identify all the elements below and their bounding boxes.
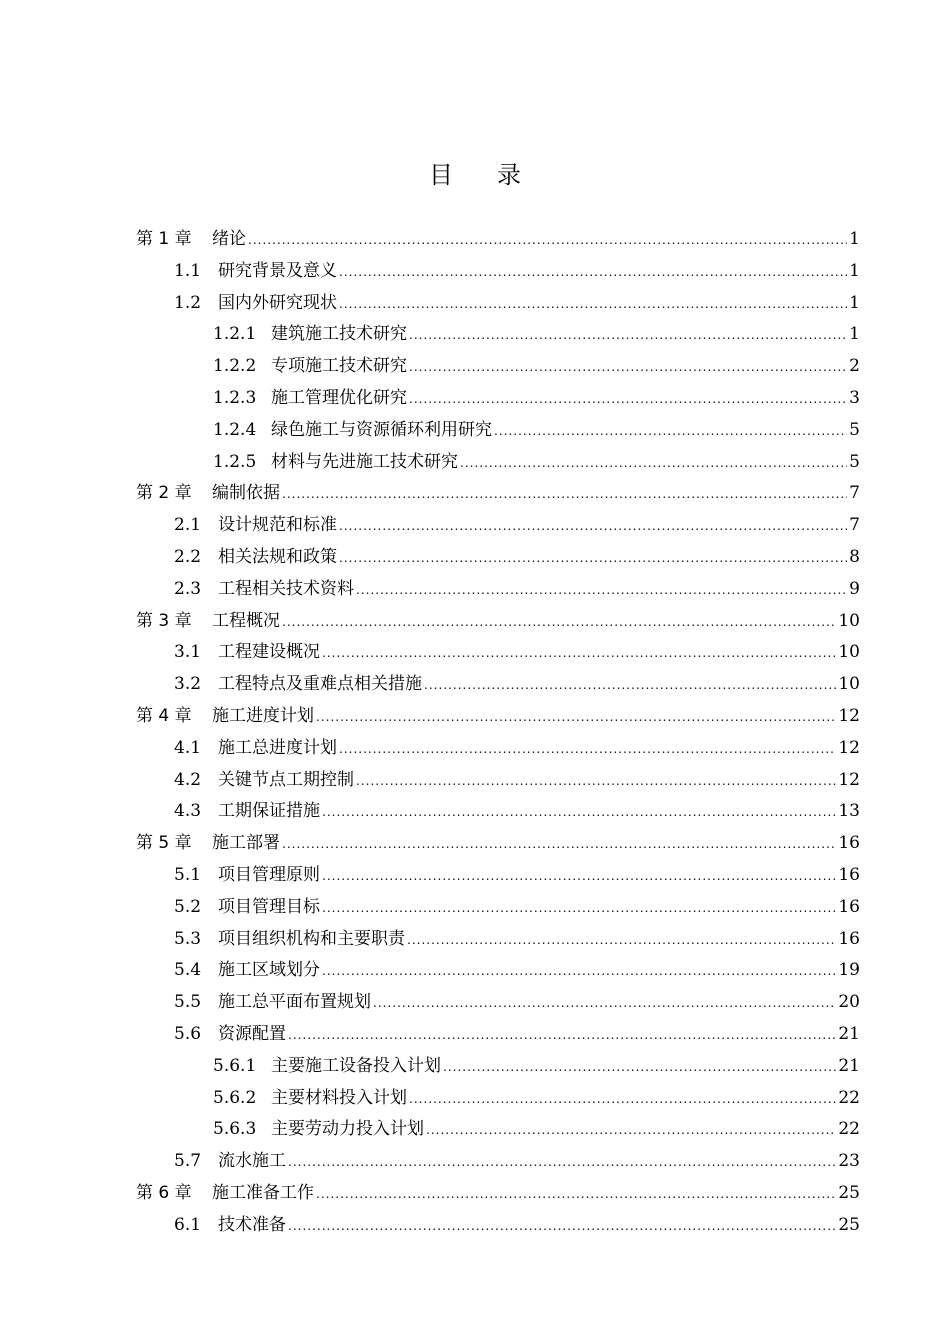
toc-page-number: 12 [838,769,860,790]
toc-entry-number: 第 5 章 [136,833,192,854]
toc-section-entry[interactable] [136,510,860,542]
toc-subsection-entry[interactable] [136,1114,860,1146]
toc-dot-leader [373,988,836,1020]
toc-entry-label: 绪论 [212,229,246,249]
toc-entry-label: 施工管理优化研究 [271,387,407,408]
toc-entry-label: 关键节点工期控制 [218,769,354,790]
toc-entry-label: 研究背景及意义 [218,260,337,281]
toc-dot-leader [282,607,836,639]
toc-page-number: 9 [849,578,860,599]
toc-subsection-entry[interactable] [136,1083,860,1115]
toc-dot-leader [339,511,847,543]
toc-entry-number: 5.6 [174,1023,202,1044]
toc-page-number: 8 [849,546,860,567]
toc-section-entry[interactable] [136,542,860,574]
toc-entry-label: 绿色施工与资源循环利用研究 [271,419,492,440]
toc-dot-leader [322,797,836,829]
toc-page-number: 16 [838,896,860,917]
toc-entry-label: 相关法规和政策 [218,546,337,567]
toc-entry-label: 技术准备 [218,1214,286,1235]
toc-dot-leader [322,861,836,893]
toc-entry-label: 项目管理目标 [218,896,320,917]
toc-entry-label: 专项施工技术研究 [271,356,407,377]
toc-entry-number: 4.1 [174,737,202,758]
toc-dot-leader [288,1020,836,1052]
table-of-contents [136,224,860,1242]
toc-page-number: 21 [838,1055,860,1076]
toc-page-number: 22 [838,1119,860,1140]
toc-entry-label: 工程建设概况 [218,642,320,663]
toc-page-number: 10 [838,610,860,631]
toc-dot-leader [316,702,836,734]
toc-page-number: 10 [838,642,860,663]
toc-page-number: 7 [849,483,860,504]
toc-entry-label: 建筑施工技术研究 [271,324,407,345]
toc-page-number: 5 [849,419,860,440]
toc-page-number: 1 [849,292,860,313]
toc-entry-label: 工期保证措施 [218,801,320,822]
toc-section-entry[interactable] [136,1146,860,1178]
toc-dot-leader [339,734,836,766]
toc-page-number: 5 [849,451,860,472]
toc-dot-leader [424,670,836,702]
toc-dot-leader [356,766,836,798]
toc-entry-label: 资源配置 [218,1023,286,1044]
toc-page-number: 3 [849,387,860,408]
toc-entry-number: 第 2 章 [136,483,192,504]
toc-page-number: 16 [838,864,860,885]
toc-page-number: 2 [849,356,860,377]
toc-dot-leader [339,257,847,289]
toc-entry-number: 1.2.5 [213,451,257,472]
toc-entry-label: 材料与先进施工技术研究 [271,451,458,472]
toc-entry-number: 2.1 [174,515,202,536]
toc-dot-leader [426,1115,836,1147]
toc-entry-label: 项目组织机构和主要职责 [218,928,405,949]
toc-dot-leader [409,1084,836,1116]
toc-entry-label: 施工区域划分 [218,960,320,981]
toc-entry-number: 4.2 [174,769,202,790]
toc-page-number: 21 [838,1023,860,1044]
toc-entry-label: 工程概况 [212,610,280,631]
page-title [0,155,950,190]
toc-page-number: 1 [849,229,860,249]
toc-section-entry[interactable] [136,860,860,892]
toc-section-entry[interactable] [136,796,860,828]
toc-entry-label: 施工部署 [212,833,280,854]
toc-entry-label: 项目管理原则 [218,864,320,885]
toc-dot-leader [407,925,836,957]
toc-dot-leader [288,1211,836,1243]
title-char: 录 [497,161,521,189]
toc-subsection-entry[interactable] [136,319,860,351]
toc-chapter-entry[interactable] [136,1178,860,1210]
toc-page-number: 19 [838,960,860,981]
toc-entry-number: 5.6.3 [213,1119,257,1140]
toc-page-number: 12 [838,705,860,726]
toc-section-entry[interactable] [136,733,860,765]
toc-page-number: 25 [838,1182,860,1203]
toc-entry-label: 工程相关技术资料 [218,578,354,599]
toc-dot-leader [339,289,847,321]
toc-entry-number: 5.1 [174,864,202,885]
toc-section-entry[interactable] [136,924,860,956]
toc-entry-number: 1.2.4 [213,419,257,440]
toc-subsection-entry[interactable] [136,1051,860,1083]
toc-dot-leader [409,384,847,416]
toc-subsection-entry[interactable] [136,415,860,447]
toc-chapter-entry[interactable] [136,606,860,638]
toc-dot-leader [322,956,836,988]
toc-dot-leader [460,448,847,480]
toc-entry-number: 第 1 章 [136,229,192,249]
toc-section-entry[interactable] [136,987,860,1019]
toc-page-number: 1 [849,324,860,345]
toc-page-number: 25 [838,1214,860,1235]
toc-page-number: 12 [838,737,860,758]
toc-entry-number: 1.2.2 [213,356,257,377]
toc-entry-number: 6.1 [174,1214,202,1235]
toc-page-number: 23 [838,1151,860,1172]
toc-page-number: 1 [849,260,860,281]
toc-entry-label: 设计规范和标准 [218,515,337,536]
toc-entry-label: 施工总平面布置规划 [218,992,371,1013]
toc-entry-label: 施工准备工作 [212,1182,314,1203]
toc-dot-leader [443,1052,836,1084]
toc-chapter-entry[interactable] [136,478,860,510]
toc-dot-leader [288,1147,836,1179]
toc-page-number: 20 [838,992,860,1013]
toc-section-entry[interactable] [136,765,860,797]
toc-entry-number: 4.3 [174,801,202,822]
toc-dot-leader [494,416,847,448]
toc-entry-number: 第 6 章 [136,1182,192,1203]
toc-entry-label: 主要施工设备投入计划 [271,1055,441,1076]
toc-dot-leader [322,893,836,925]
toc-chapter-entry[interactable] [136,224,860,256]
toc-section-entry[interactable] [136,892,860,924]
toc-page-number: 16 [838,928,860,949]
toc-section-entry[interactable] [136,288,860,320]
toc-section-entry[interactable] [136,637,860,669]
toc-entry-number: 5.2 [174,896,202,917]
toc-dot-leader [339,543,847,575]
toc-entry-label: 施工总进度计划 [218,737,337,758]
toc-entry-label: 施工进度计划 [212,705,314,726]
toc-entry-number: 3.1 [174,642,202,663]
toc-subsection-entry[interactable] [136,447,860,479]
toc-entry-label: 主要劳动力投入计划 [271,1119,424,1140]
toc-entry-label: 国内外研究现状 [218,292,337,313]
toc-entry-label: 编制依据 [212,483,280,504]
toc-section-entry[interactable] [136,955,860,987]
toc-entry-number: 5.3 [174,928,202,949]
toc-entry-label: 工程特点及重难点相关措施 [218,674,422,695]
toc-chapter-entry[interactable] [136,701,860,733]
toc-dot-leader [409,320,847,352]
toc-section-entry[interactable] [136,574,860,606]
toc-page-number: 13 [838,801,860,822]
toc-section-entry[interactable] [136,669,860,701]
toc-entry-number: 2.3 [174,578,202,599]
toc-subsection-entry[interactable] [136,383,860,415]
toc-page-number: 22 [838,1087,860,1108]
toc-entry-number: 1.2.3 [213,387,257,408]
toc-dot-leader [356,575,847,607]
toc-entry-number: 5.6.1 [213,1055,257,1076]
toc-dot-leader [248,225,847,257]
toc-chapter-entry[interactable] [136,828,860,860]
toc-entry-number: 2.2 [174,546,202,567]
toc-section-entry[interactable] [136,256,860,288]
toc-subsection-entry[interactable] [136,351,860,383]
toc-entry-number: 1.2.1 [213,324,257,345]
title-char: 目 [429,161,453,189]
toc-entry-number: 5.7 [174,1151,202,1172]
toc-entry-label: 主要材料投入计划 [271,1087,407,1108]
toc-dot-leader [282,479,847,511]
toc-entry-label: 流水施工 [218,1151,286,1172]
toc-dot-leader [282,829,836,861]
toc-page-number: 7 [849,515,860,536]
toc-entry-number: 1.2 [174,292,202,313]
toc-entry-number: 5.4 [174,960,202,981]
toc-page-number: 16 [838,833,860,854]
toc-section-entry[interactable] [136,1210,860,1242]
toc-entry-number: 3.2 [174,674,202,695]
toc-dot-leader [322,638,836,670]
toc-dot-leader [316,1179,836,1211]
toc-section-entry[interactable] [136,1019,860,1051]
toc-entry-number: 1.1 [174,260,202,281]
toc-entry-number: 第 4 章 [136,705,192,726]
toc-entry-number: 5.5 [174,992,202,1013]
toc-entry-number: 第 3 章 [136,610,192,631]
toc-dot-leader [409,352,847,384]
toc-entry-number: 5.6.2 [213,1087,257,1108]
toc-page-number: 10 [838,674,860,695]
